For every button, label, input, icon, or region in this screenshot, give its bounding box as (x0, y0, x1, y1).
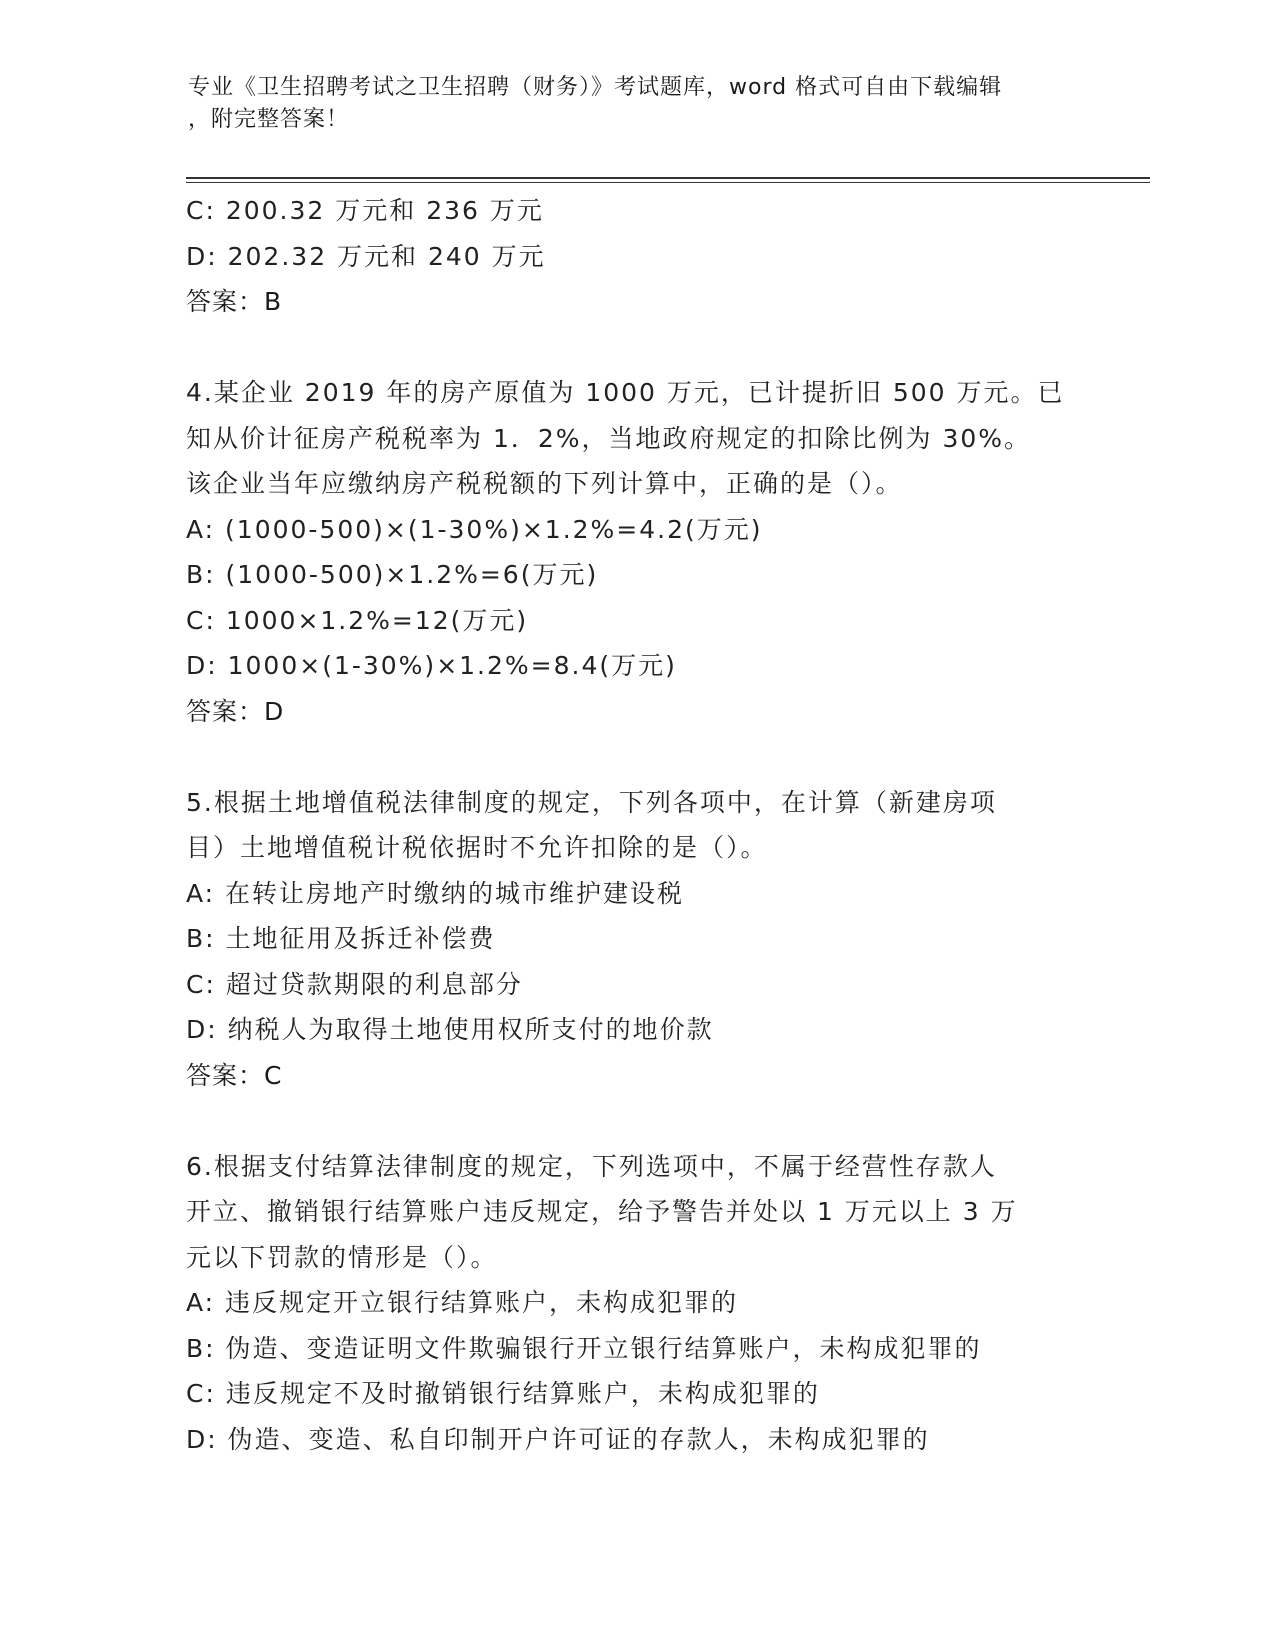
option-b: B: 土地征用及拆迁补偿费 (186, 924, 496, 953)
spacer (186, 734, 1066, 780)
header-divider-thick (186, 177, 1150, 179)
question-stem-line: 目）土地增值税计税依据时不允许扣除的是（）。 (186, 833, 768, 862)
question-stem-line: 知从价计征房产税税率为 1．2%，当地政府规定的扣除比例为 30%。 (186, 423, 1032, 453)
option-b: B: 伪造、变造证明文件欺骗银行开立银行结算账户，未构成犯罪的 (186, 1333, 982, 1363)
option-a: A: 在转让房地产时缴纳的城市维护建设税 (186, 878, 685, 908)
answer-line: 答案：D (186, 696, 285, 726)
question-4 (186, 370, 1066, 734)
question-stem-line: 开立、撤销银行结算账户违反规定，给予警告并处以 1 万元以上 3 万 (186, 1197, 1018, 1226)
question-stem-line: 6.根据支付结算法律制度的规定，下列选项中，不属于经营性存款人 (186, 1151, 997, 1181)
option-d: D: 伪造、变造、私自印制开户许可证的存款人，未构成犯罪的 (186, 1424, 930, 1454)
option-d: D: 202.32 万元和 240 万元 (186, 241, 546, 271)
option-c: C: 违反规定不及时撤销银行结算账户，未构成犯罪的 (186, 1379, 820, 1408)
spacer (186, 325, 1066, 371)
option-a: A: (1000-500)×(1-30%)×1.2%=4.2(万元) (186, 514, 763, 544)
question-stem-line: 元以下罚款的情形是（）。 (186, 1242, 498, 1272)
question-stem-line: 5.根据土地增值税法律制度的规定，下列各项中，在计算（新建房项 (186, 787, 997, 817)
option-a: A: 违反规定开立银行结算账户，未构成犯罪的 (186, 1288, 739, 1317)
option-c: C: 200.32 万元和 236 万元 (186, 196, 544, 225)
question-5 (186, 780, 1066, 1099)
document-body (186, 188, 1066, 1462)
answer-line: 答案：C (186, 1060, 283, 1090)
answer-line: 答案：B (186, 287, 283, 316)
document-header: 专业《卫生招聘考试之卫生招聘（财务）》考试题库，word 格式可自由下载编辑 ，附完整答案！ (188, 75, 1003, 132)
option-d: D: 纳税人为取得土地使用权所支付的地价款 (186, 1015, 714, 1044)
question-stem-line: 4.某企业 2019 年的房产原值为 1000 万元，已计提折旧 500 万元。已 (186, 378, 1065, 407)
option-c: C: 1000×1.2%=12(万元) (186, 605, 529, 635)
question-6 (186, 1144, 1066, 1463)
spacer (186, 1098, 1066, 1144)
option-b: B: (1000-500)×1.2%=6(万元) (186, 560, 599, 589)
header-divider-thin (186, 182, 1150, 183)
option-c: C: 超过贷款期限的利息部分 (186, 969, 523, 999)
option-d: D: 1000×(1-30%)×1.2%=8.4(万元) (186, 651, 677, 680)
question-stem-line: 该企业当年应缴纳房产税税额的下列计算中，正确的是（）。 (186, 469, 903, 498)
previous-question-tail (186, 188, 1066, 325)
